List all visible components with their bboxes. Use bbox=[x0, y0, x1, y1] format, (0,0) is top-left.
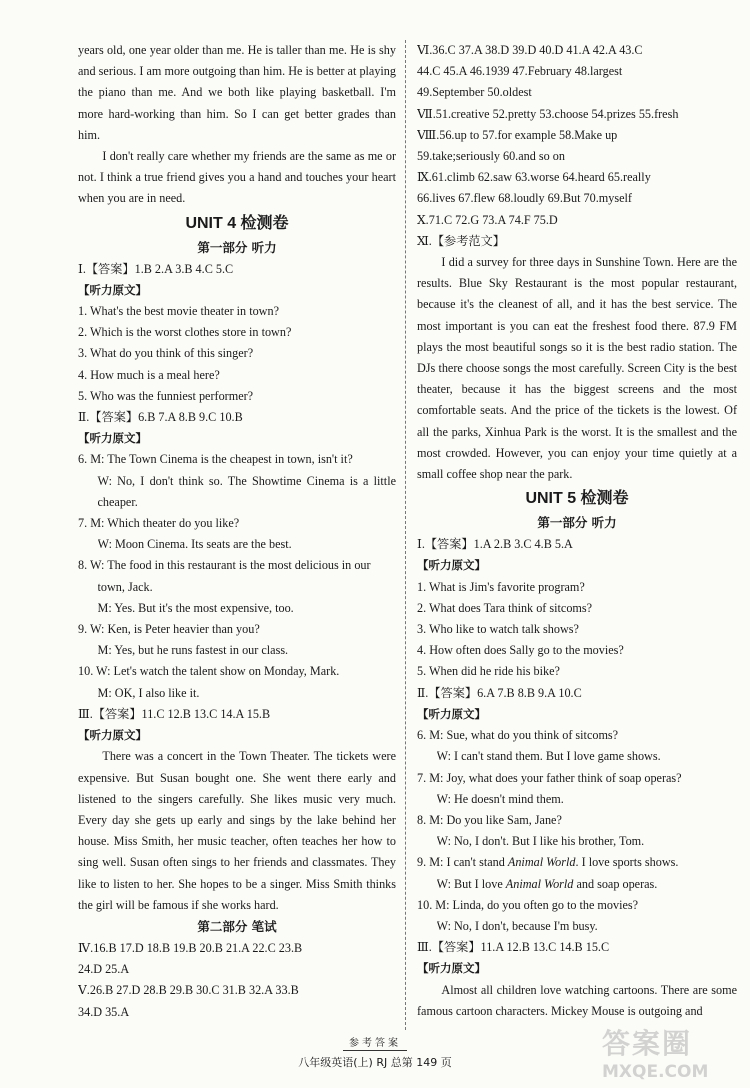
text-line: Ⅳ.16.B 17.D 18.B 19.B 20.B 21.A 22.C 23.B bbox=[78, 940, 303, 955]
dialogue-line: M: Yes, but he runs fastest in our class. bbox=[97, 643, 289, 658]
answer-line: Ⅱ.【答案】6.B 7.A 8.B 9.C 10.B bbox=[78, 410, 243, 425]
text-line: Ⅸ.61.climb 62.saw 63.worse 64.heard 65.really bbox=[417, 170, 651, 185]
dialogue-line: W: No, I don't, because I'm busy. bbox=[436, 918, 598, 933]
transcript-label: 【听力原文】 bbox=[78, 431, 147, 446]
text-line: 7. M: Joy, what does your father think of soap operas? bbox=[417, 770, 682, 785]
column-divider bbox=[405, 40, 406, 1030]
right-column bbox=[417, 40, 737, 1022]
dialogue-line: M: OK, I also like it. bbox=[97, 685, 200, 700]
text-line: 2. What does Tara think of sitcoms? bbox=[417, 600, 593, 615]
paragraph: There was a concert in the Town Theater. The tickets were expensive. But Susan bought one. She went there early and listened to the singers carefully. She likes music very much. Every day she gets up early and sings by the lake behind her house. Miss Smith, her music teacher, often teaches her how to sing well. Susan often sings to her friends and classmates. They like to listen to her. She hopes to be a singer. Miss Smith thinks the girl will be famous if she works hard. bbox=[78, 749, 396, 912]
program-title: Animal World bbox=[507, 855, 576, 870]
text-line: 8. M: Do you like Sam, Jane? bbox=[417, 812, 562, 827]
dialogue-line: W: No, I don't. But I like his brother, Tom. bbox=[436, 834, 645, 849]
paragraph: I did a survey for three days in Sunshine Town. Here are the results. Blue Sky Restaurant is the most popular restaurant, because it's the cleanest of all, and it has the best service. The most important is you can eat the freshest food there. 87.9 FM plays the most beautiful songs so it is the best radio station. The DJs there choose songs the most carefully. Screen City is the best theater, because it has the biggest screens and the most comfortable seats. And the price of the tickets is the lowest. Of all the parks, Xinhua Park is the worst. It is the smallest and the most crowded. However, you can enjoy your time quietly at a small coffee shop near the park. bbox=[417, 255, 737, 482]
unit-heading: UNIT 4 检测卷 bbox=[185, 214, 289, 232]
paragraph: Almost all children love watching cartoons. There are some famous cartoon characters. Mickey Mouse is outgoing and bbox=[417, 982, 737, 1018]
text-line: 49.September 50.oldest bbox=[417, 85, 532, 100]
dialogue-line: W: No, I don't think so. The Showtime Cinema is a little cheaper. bbox=[97, 473, 396, 509]
left-column bbox=[78, 40, 396, 1023]
text-line: 8. W: The food in this restaurant is the most delicious in our bbox=[78, 558, 371, 573]
answer-line: Ⅲ.【答案】11.C 12.B 13.C 14.A 15.B bbox=[78, 706, 271, 721]
text-line: 9. W: Ken, is Peter heavier than you? bbox=[78, 622, 260, 637]
text-line: 3. What do you think of this singer? bbox=[78, 346, 254, 361]
dialogue-line: M: Yes. But it's the most expensive, too. bbox=[97, 600, 294, 615]
text-line: 59.take;seriously 60.and so on bbox=[417, 149, 565, 164]
section-heading: 第一部分 听力 bbox=[537, 515, 617, 531]
text-line: 5. When did he ride his bike? bbox=[417, 664, 560, 679]
text-line: Ⅶ.51.creative 52.pretty 53.choose 54.prizes 55.fresh bbox=[417, 106, 679, 121]
text-line: 4. How often does Sally go to the movies? bbox=[417, 643, 624, 658]
answer-line: Ⅺ.【参考范文】 bbox=[417, 233, 505, 248]
section-heading: 第二部分 笔试 bbox=[197, 918, 277, 934]
dialogue-line: town, Jack. bbox=[97, 579, 153, 594]
transcript-label: 【听力原文】 bbox=[417, 558, 486, 573]
transcript-label: 【听力原文】 bbox=[78, 728, 147, 743]
watermark-url: MXQE.COM bbox=[602, 1062, 709, 1082]
text-line: Ⅴ.26.B 27.D 28.B 29.B 30.C 31.B 32.A 33.B bbox=[78, 983, 299, 998]
text-line: 66.lives 67.flew 68.loudly 69.But 70.myself bbox=[417, 191, 632, 206]
dialogue-line bbox=[417, 852, 737, 873]
text-span: W: But I love bbox=[436, 876, 506, 891]
text-line: 34.D 35.A bbox=[78, 1004, 130, 1019]
text-line: 2. Which is the worst clothes store in town? bbox=[78, 325, 292, 340]
text-line: 10. M: Linda, do you often go to the movies? bbox=[417, 897, 639, 912]
program-title: Animal World bbox=[505, 876, 574, 891]
text-line: 24.D 25.A bbox=[78, 962, 130, 977]
text-line: 1. What is Jim's favorite program? bbox=[417, 579, 585, 594]
watermark-text: 答案圈 bbox=[602, 1027, 693, 1060]
text-span: and soap operas. bbox=[573, 876, 658, 891]
answer-line: Ⅰ.【答案】1.B 2.A 3.B 4.C 5.C bbox=[78, 261, 234, 276]
transcript-label: 【听力原文】 bbox=[417, 961, 486, 976]
text-line: 10. W: Let's watch the talent show on Monday, Mark. bbox=[78, 664, 340, 679]
text-line: 6. M: Sue, what do you think of sitcoms? bbox=[417, 728, 619, 743]
text-line: Ⅹ.71.C 72.G 73.A 74.F 75.D bbox=[417, 212, 558, 227]
answer-line: Ⅰ.【答案】1.A 2.B 3.C 4.B 5.A bbox=[417, 537, 573, 552]
section-heading: 第一部分 听力 bbox=[197, 239, 277, 255]
transcript-label: 【听力原文】 bbox=[417, 706, 486, 721]
dialogue-line: W: Moon Cinema. Its seats are the best. bbox=[97, 537, 292, 552]
footer-title: 参考答案 bbox=[343, 1034, 407, 1051]
dialogue-line bbox=[437, 874, 737, 895]
text-line: 5. Who was the funniest performer? bbox=[78, 388, 254, 403]
text-line: 7. M: Which theater do you like? bbox=[78, 516, 240, 531]
text-span: 9. M: I can't stand bbox=[417, 855, 508, 870]
unit-heading: UNIT 5 检测卷 bbox=[525, 490, 629, 508]
text-line: 4. How much is a meal here? bbox=[78, 367, 220, 382]
dialogue-line: W: He doesn't mind them. bbox=[436, 791, 564, 806]
answer-line: Ⅲ.【答案】11.A 12.B 13.C 14.B 15.C bbox=[417, 940, 610, 955]
text-line: 6. M: The Town Cinema is the cheapest in town, isn't it? bbox=[78, 452, 353, 467]
text-line: Ⅷ.56.up to 57.for example 58.Make up bbox=[417, 127, 618, 142]
text-line: 44.C 45.A 46.1939 47.February 48.largest bbox=[417, 64, 623, 79]
text-line: 3. Who like to watch talk shows? bbox=[417, 622, 579, 637]
answer-line: Ⅱ.【答案】6.A 7.B 8.B 9.A 10.C bbox=[417, 685, 582, 700]
footer-page-info: 八年级英语(上) RJ 总第 149 页 bbox=[298, 1056, 452, 1069]
transcript-label: 【听力原文】 bbox=[78, 282, 147, 297]
paragraph: I don't really care whether my friends are the same as me or not. I think a true friend gives you a hand and touches your heart when you are in need. bbox=[78, 149, 396, 206]
text-line: Ⅵ.36.C 37.A 38.D 39.D 40.D 41.A 42.A 43.C bbox=[417, 43, 643, 57]
paragraph: years old, one year older than me. He is taller than me. He is shy and serious. I am more outgoing than him. He is better at playing the piano than me. And we both like playing basketball. I'm more hard-working than him. So I can get better grades than him. bbox=[78, 43, 396, 142]
dialogue-line: W: I can't stand them. But I love game shows. bbox=[436, 749, 661, 764]
text-span: . I love sports shows. bbox=[575, 855, 679, 870]
watermark-logo bbox=[602, 1022, 742, 1082]
text-line: 1. What's the best movie theater in town? bbox=[78, 304, 279, 319]
